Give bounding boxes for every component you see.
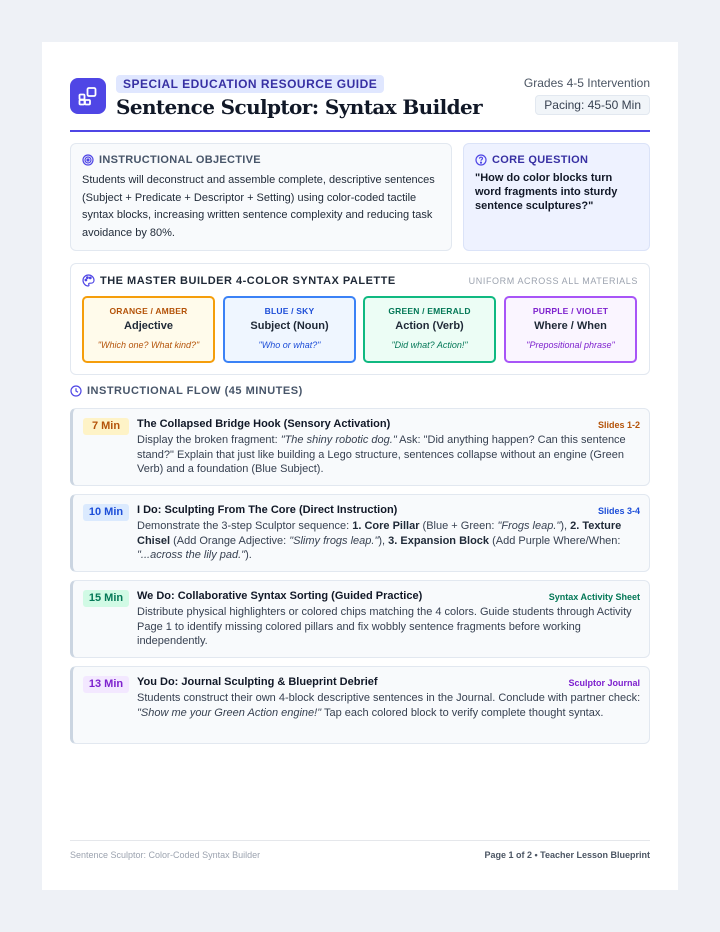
lesson-page xyxy=(42,42,678,890)
blocks-icon xyxy=(70,78,106,114)
core-question-text: "How do color blocks turn word fragments into sturdy sentence sculptures?" xyxy=(475,172,618,212)
swatch-action-verb xyxy=(363,296,496,363)
step-description xyxy=(137,691,643,720)
quoted-example: "Frogs leap." xyxy=(497,520,561,532)
step-phase-label: 3. Expansion Block xyxy=(388,534,490,547)
swatch-color-name: ORANGE / AMBER xyxy=(109,306,188,316)
core-question-heading xyxy=(475,154,638,166)
palette-heading-label: THE MASTER BUILDER 4-COLOR SYNTAX PALETTE xyxy=(100,274,396,287)
swatch-question: "Who or what?" xyxy=(258,340,321,350)
palette-heading xyxy=(82,274,396,287)
core-question-card xyxy=(463,143,650,251)
quoted-example: "Show me your Green Action engine!" xyxy=(137,706,322,719)
swatch-adjective xyxy=(82,296,215,363)
quoted-example: "Slimy frogs leap." xyxy=(289,534,379,547)
step-text: Ask: "Did anything happen? Can this sentence stand?" Explain that just like building a Lego structure, sentences collapse without an engine (Green Verb) and a foundation (Blue Subject). xyxy=(137,434,626,476)
swatch-color-name: BLUE / SKY xyxy=(264,306,315,316)
swatch-role: Action (Verb) xyxy=(395,320,464,332)
objective-card xyxy=(70,143,452,251)
step-resource-ref: Syntax Activity Sheet xyxy=(548,592,640,602)
core-question-heading-label: CORE QUESTION xyxy=(492,154,589,166)
time-badge: 10 Min xyxy=(83,504,129,521)
step-resource-ref: Slides 3-4 xyxy=(597,506,640,516)
page-title: Sentence Sculptor: Syntax Builder xyxy=(116,95,483,119)
step-text: ), xyxy=(378,534,389,547)
step-text: ). xyxy=(245,549,252,562)
step-text: (Blue + Green: xyxy=(419,520,498,532)
flow-step xyxy=(70,408,650,486)
palette-icon xyxy=(82,274,95,287)
grade-level: Grades 4-5 Intervention xyxy=(523,76,650,90)
step-text: Distribute physical highlighters or colored chips matching the 4 colors. Guide students through Activity Page 1 to identify missing colored pillars and fix wobbly sentence fragments before working independently. xyxy=(137,606,632,648)
clock-icon xyxy=(70,385,82,397)
time-badge: 7 Min xyxy=(83,418,129,435)
flow-step xyxy=(70,494,650,572)
quoted-example: "...across the lily pad." xyxy=(137,549,246,562)
step-text: (Add Orange Adjective: xyxy=(170,534,290,547)
step-phase-label: 2. Texture Chisel xyxy=(137,520,622,547)
swatch-role: Where / When xyxy=(534,320,607,332)
swatch-where-when xyxy=(504,296,637,363)
step-title: You Do: Journal Sculpting & Blueprint Debrief xyxy=(137,676,378,688)
step-text: Tap each colored block to verify complete thought syntax. xyxy=(321,706,604,719)
question-circle-icon xyxy=(475,154,487,166)
footer-page-info: Page 1 of 2 • Teacher Lesson Blueprint xyxy=(484,850,650,860)
objective-heading-label: INSTRUCTIONAL OBJECTIVE xyxy=(99,154,261,166)
swatch-color-name: GREEN / EMERALD xyxy=(388,306,471,316)
flow-heading-label: INSTRUCTIONAL FLOW (45 MINUTES) xyxy=(87,385,303,397)
step-text: (Add Purple Where/When: xyxy=(489,534,621,547)
target-icon xyxy=(82,154,94,166)
swatch-role: Adjective xyxy=(124,320,173,332)
step-text: Demonstrate the 3-step Sculptor sequence: xyxy=(137,520,353,532)
step-title: I Do: Sculpting From The Core (Direct Instruction) xyxy=(137,504,398,516)
step-text: Students construct their own 4-block descriptive sentences in the Journal. Conclude with partner check: xyxy=(137,692,641,704)
quoted-example: "The shiny robotic dog." xyxy=(280,434,397,446)
objective-text: Students will deconstruct and assemble complete, descriptive sentences (Subject + Predicate + Descriptor + Setting) using color-coded tactile syntax blocks, increasing written sentence complexity and reducing task avoidance by 80%. xyxy=(82,174,435,239)
swatch-question: "Prepositional phrase" xyxy=(526,340,615,350)
flow-step xyxy=(70,580,650,658)
time-badge: 15 Min xyxy=(83,590,129,607)
flow-heading xyxy=(70,385,303,397)
swatch-subject-noun xyxy=(223,296,356,363)
objective-heading xyxy=(82,154,440,166)
swatch-role: Subject (Noun) xyxy=(250,320,329,332)
swatch-question: "Did what? Action!" xyxy=(391,340,468,350)
step-resource-ref: Slides 1-2 xyxy=(597,420,640,430)
pacing-badge: Pacing: 45-50 Min xyxy=(535,95,650,115)
step-description xyxy=(137,605,643,649)
step-text: Display the broken fragment: xyxy=(137,434,281,446)
swatch-color-name: PURPLE / VIOLET xyxy=(532,306,609,316)
resource-kicker: SPECIAL EDUCATION RESOURCE GUIDE xyxy=(116,75,384,93)
step-description xyxy=(137,433,643,477)
step-text: ), xyxy=(560,520,571,532)
page-header xyxy=(70,74,650,132)
step-phase-label: 1. Core Pillar xyxy=(352,520,420,532)
footer-title: Sentence Sculptor: Color-Coded Syntax Builder xyxy=(70,850,261,860)
step-title: We Do: Collaborative Syntax Sorting (Guided Practice) xyxy=(137,590,423,602)
palette-note: UNIFORM ACROSS ALL MATERIALS xyxy=(468,276,638,286)
page-footer xyxy=(70,840,650,860)
swatch-question: "Which one? What kind?" xyxy=(97,340,200,350)
step-description xyxy=(137,519,643,563)
step-title: The Collapsed Bridge Hook (Sensory Activation) xyxy=(137,418,391,430)
step-resource-ref: Sculptor Journal xyxy=(568,678,640,688)
time-badge: 13 Min xyxy=(83,676,129,693)
flow-step xyxy=(70,666,650,744)
syntax-palette xyxy=(70,263,650,375)
